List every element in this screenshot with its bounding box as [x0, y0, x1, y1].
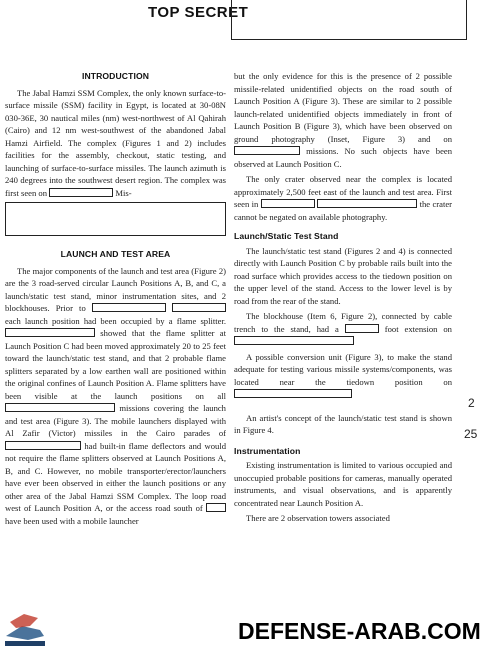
- stand-paragraph-2: [234, 310, 452, 348]
- instrumentation-paragraph-1: Existing instrumentation is limited to various occupied and unoccupied probable positions for cameras, manually operated instruments, and visual observations, and is apparently concentrated near Launch Position A.: [234, 460, 452, 508]
- redaction: [234, 146, 300, 155]
- instrumentation-paragraph-2: There are 2 observation towers associated: [246, 513, 390, 523]
- redaction: [345, 324, 379, 333]
- watermark-text: DEFENSE-ARAB.COM: [238, 618, 481, 644]
- heading-launch-static-test-stand: Launch/Static Test Stand: [234, 231, 339, 241]
- launch-text-d: missions covering the launch and test area (Figure 3). The mobile launchers displayed with Al Zafir (Victor) missiles in the Cairo parades of: [5, 403, 226, 438]
- crater-text-b: the crater cannot be negated on available photography.: [234, 199, 453, 222]
- left-column: [5, 70, 226, 530]
- intro-text-tail: Mis-: [115, 187, 132, 198]
- stand-text-2a: The blockhouse (Item 6, Figure 2), connected by cable trench to the stand, had a: [234, 311, 452, 334]
- stand-text-3: A possible conversion unit (Figure 3), to make the stand adequate for testing various missile systems/components, was located near the tiedown position on: [234, 351, 452, 387]
- intro-paragraph: [5, 87, 226, 200]
- stand-paragraph-4: An artist's concept of the launch/static test stand is shown in Figure 4.: [234, 412, 452, 435]
- stand-paragraph-1: The launch/static test stand (Figures 2 and 4) is connected directly with Launch Position C by probable rails built into the road surface which provides access to the tiedown position on the upper level of the stand. Access to the lower level is by road from the rear of the stand.: [234, 245, 452, 306]
- redaction: [261, 199, 315, 208]
- launch-text-b: each launch position had been occupied by a flame splitter.: [5, 315, 226, 326]
- redaction-box-header: [231, 0, 467, 40]
- redaction: [234, 389, 352, 398]
- heading-launch-and-test-area: LAUNCH AND TEST AREA: [60, 249, 171, 259]
- classification-marking: TOP SECRET: [148, 4, 249, 21]
- launch-text-e: had built-in flame deflectors and would not require the flame splitters observed at Launch Positions A, B, and C. However, no mobile transporter/erector/launchers have ever been observed in either the launch positions or any other area of the Jabal Hamzi SSM Complex. The loop road west of Launch Position A, or the access road south of: [5, 440, 226, 513]
- stand-text-2b: foot extension on: [384, 323, 452, 334]
- redaction: [49, 188, 113, 197]
- continued-text-b: missions. No such objects have been observed at Launch Position C.: [234, 146, 452, 169]
- launch-paragraph: [5, 265, 226, 528]
- intro-text: The Jabal Hamzi SSM Complex, the only known surface-to-surface missile (SSM) facility in Egypt, is located at 30-08N 030-36E, 30 nautical miles (nm) west-northwest of Al Qahirah (Cairo) and 12 nm west-southwest of the abandoned Jabal Hamzi Airfield. The complex (Figures 1 and 2) includes facilities for the assembly, checkout, static testing, and launching of surface-to-surface missiles. The launch azimuth is 240 degrees into the southwest desert region. The complex was first seen on: [5, 87, 226, 198]
- margin-number: 25: [464, 427, 478, 441]
- redaction: [172, 303, 226, 312]
- redaction: [5, 441, 81, 450]
- margin-number: 2: [468, 396, 475, 410]
- heading-instrumentation: Instrumentation: [234, 445, 301, 456]
- redaction: [92, 303, 166, 312]
- launch-text-a: The major components of the launch and test area (Figure 2) are the 3 road-served circular Launch Positions A, B, and C, a launch/static test stand, minor instrumentation sites, and 2 blockhouses. Prior to: [5, 265, 226, 313]
- redaction: [5, 403, 115, 412]
- redaction: [234, 336, 354, 345]
- site-logo-icon: [2, 606, 48, 648]
- continued-text: but the only evidence for this is the presence of 2 possible missile-related unidentified objects on the road south of Launch Position A (Figure 3). These are similar to 2 possible launch-related unidentified objects immediately in front of Launch Position B (Figure 3), which have been observed on ground photography (Inset, Figure 3) and on: [234, 71, 452, 144]
- launch-text-c: showed that the flame splitter at Launch Position C had been moved approximately 20 to 25 feet toward the launch/static test stand, and that 2 probable flame splitters separated by a low earthen wall are positioned within the original confines of Launch Position A. Flame splitters have been visible at the launch positions on all: [5, 328, 227, 401]
- redaction: [317, 199, 417, 208]
- redaction: [5, 328, 95, 337]
- redaction: [206, 503, 226, 512]
- heading-introduction: INTRODUCTION: [81, 71, 150, 81]
- stand-paragraph-3: [234, 351, 452, 401]
- redaction-block: [5, 202, 226, 236]
- continued-paragraph: [234, 70, 452, 170]
- right-column: [234, 70, 452, 528]
- crater-paragraph: [234, 173, 452, 223]
- launch-text-f: have been used with a mobile launcher: [5, 515, 139, 526]
- crater-text-a: The only crater observed near the complex is located approximately 2,500 feet east of the launch and test area. First seen in: [234, 174, 452, 209]
